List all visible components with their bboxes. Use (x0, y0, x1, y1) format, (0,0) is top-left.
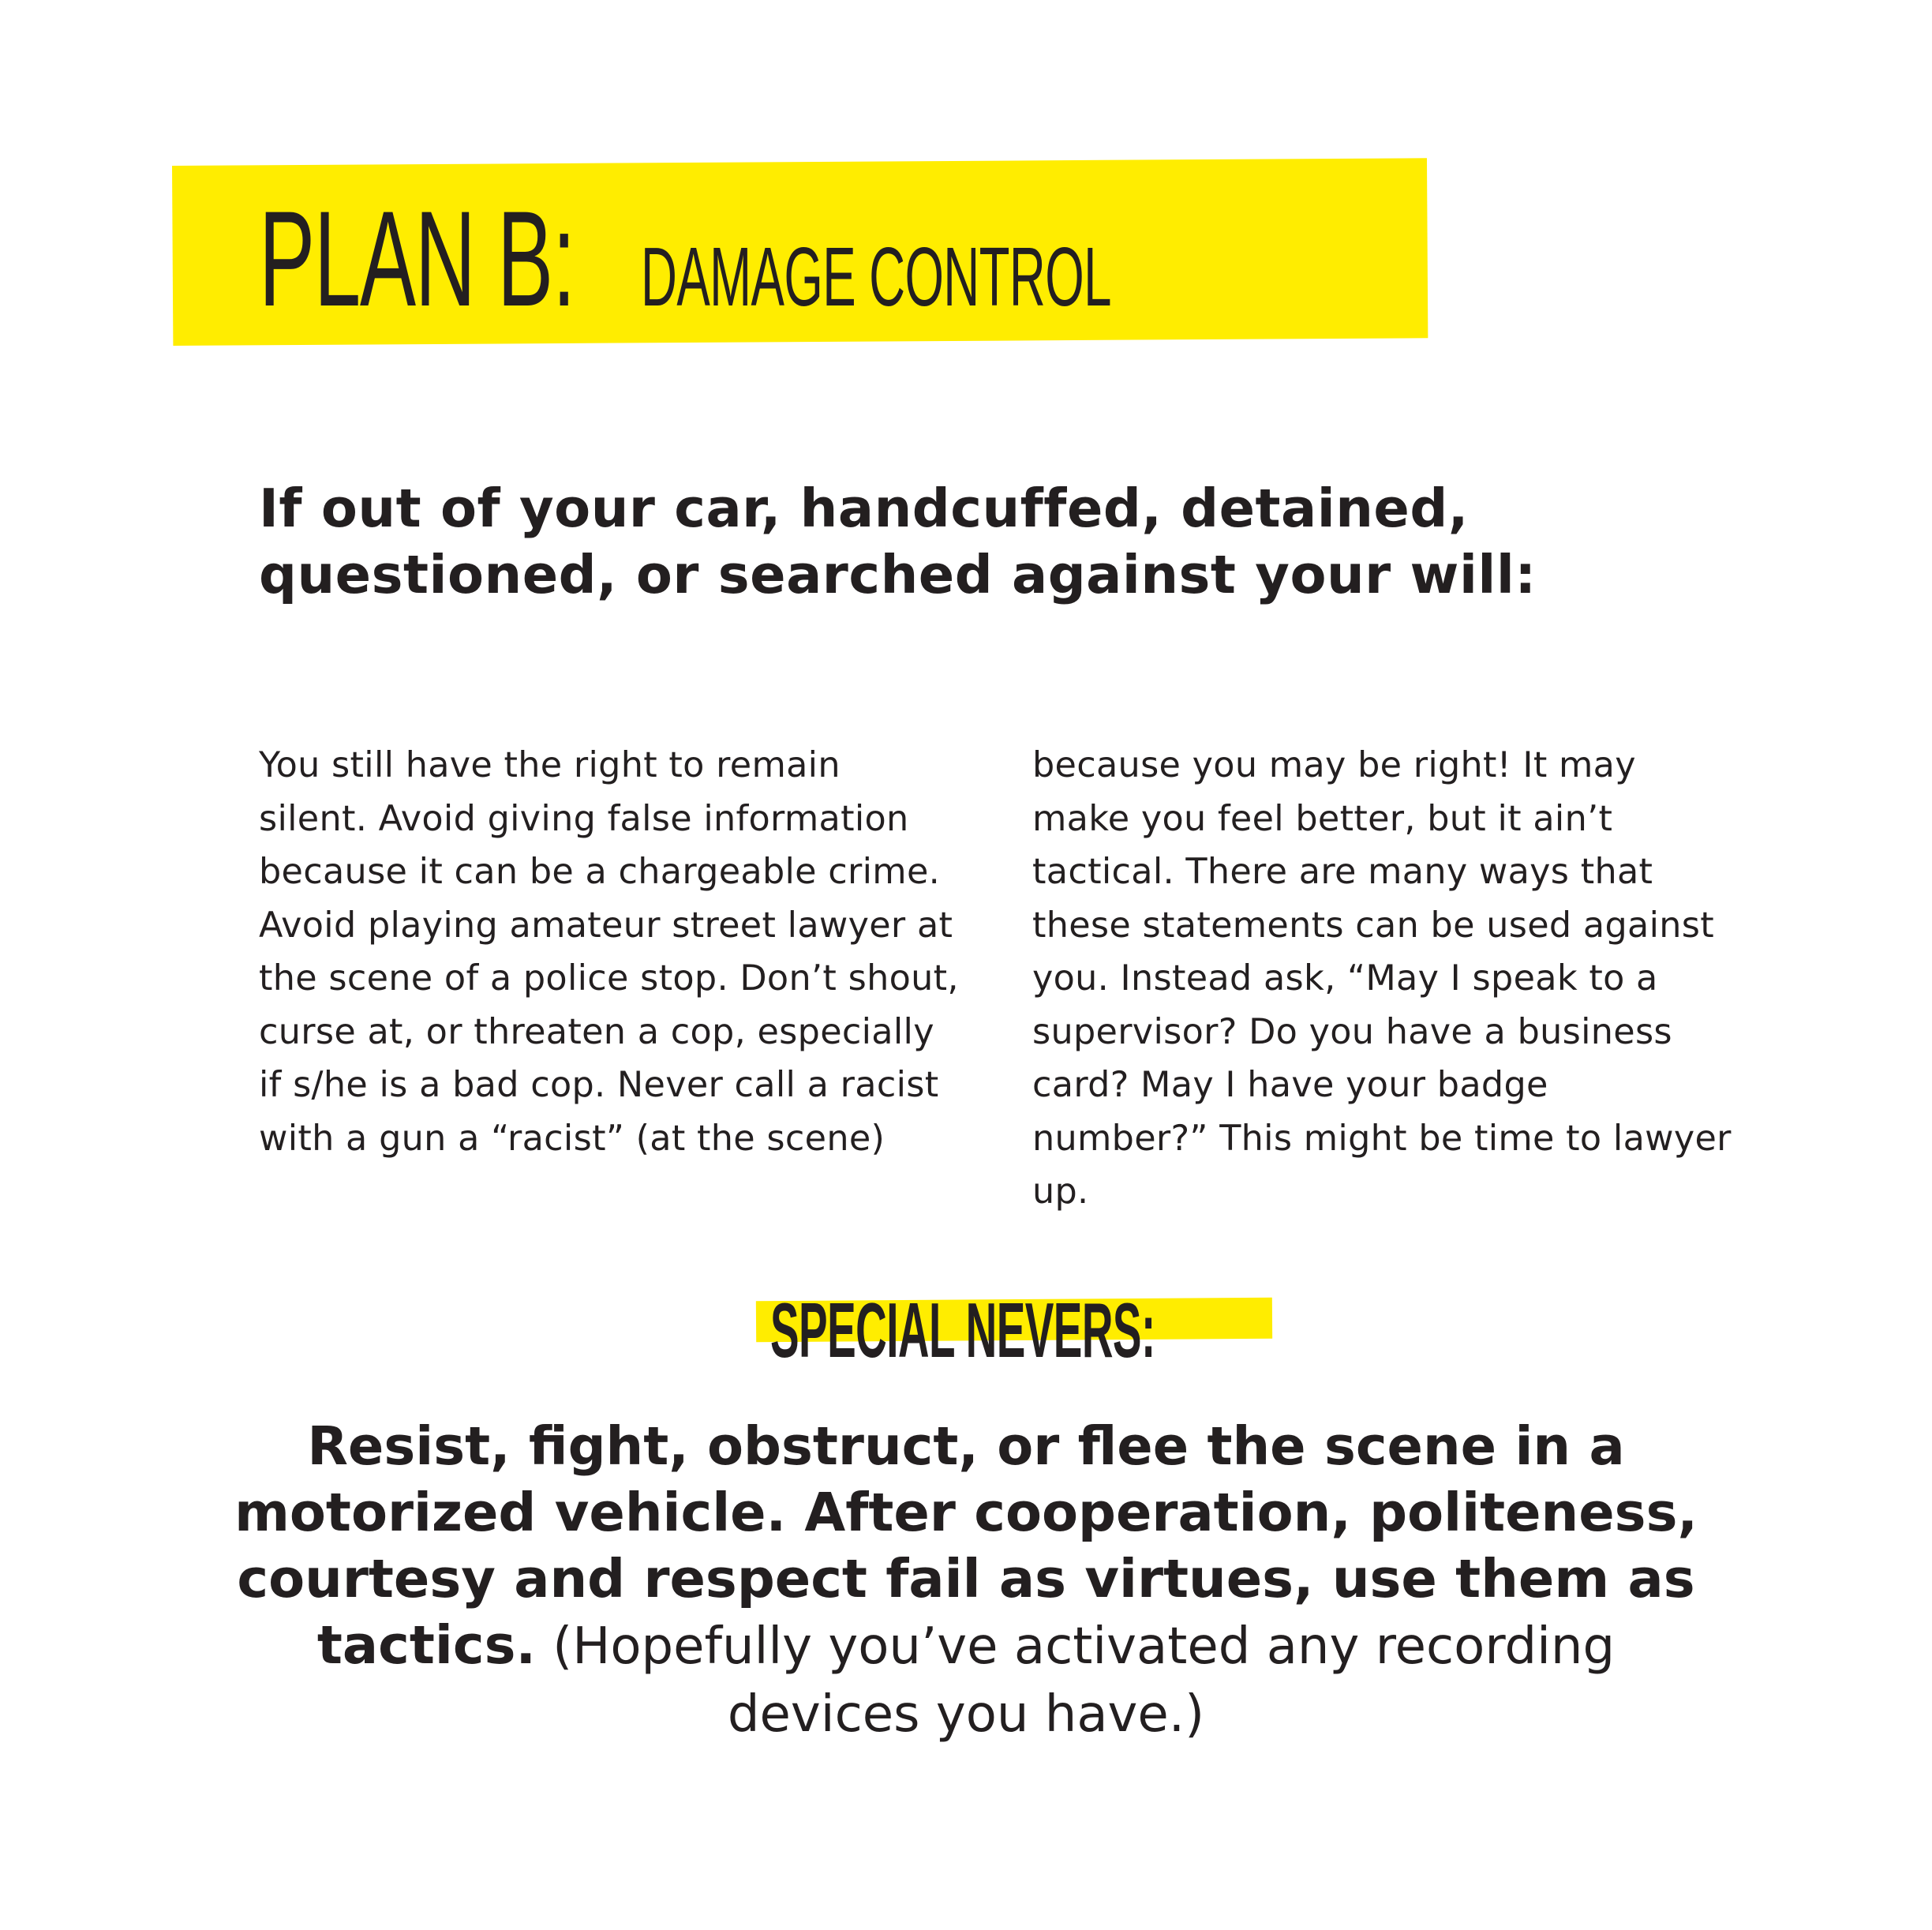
title-main: PLAN B: (259, 183, 575, 335)
page-title (259, 180, 1425, 338)
special-nevers-bold: Resist, fight, obstruct, or flee the scene in a motorized vehicle. After cooperation, politeness, courtesy and respect fail as virtues, use them as tactics. (234, 1415, 1698, 1676)
special-nevers-note: (Hopefully you’ve activated any recording devices you have.) (552, 1617, 1616, 1744)
body-columns (259, 739, 1822, 1219)
title-subtitle: DAMAGE CONTROL (641, 230, 1111, 324)
body-column-right: because you may be right! It may make you feel better, but it ain’t tactical. There are many ways that these statements can be used against you. Instead ask, “May I speak to a supervisor? Do you have a business card? May I have your badge number?” This might be time to lawyer up. (1032, 745, 1732, 1212)
body-column-left: You still have the right to remain silent. Avoid giving false information because it can be a chargeable crime. Avoid playing amateur street lawyer at the scene of a police stop. Don’t shout, curse at, or threaten a cop, especially if s/he is a bad cop. Never call a racist with a gun a “racist” (at the scene) (259, 745, 959, 1159)
section-subhead: If out of your car, handcuffed, detained, questioned, or searched against your will: (259, 478, 1537, 605)
special-nevers-text (213, 1413, 1719, 1748)
special-nevers-heading: SPECIAL NEVERS: (770, 1287, 1155, 1373)
